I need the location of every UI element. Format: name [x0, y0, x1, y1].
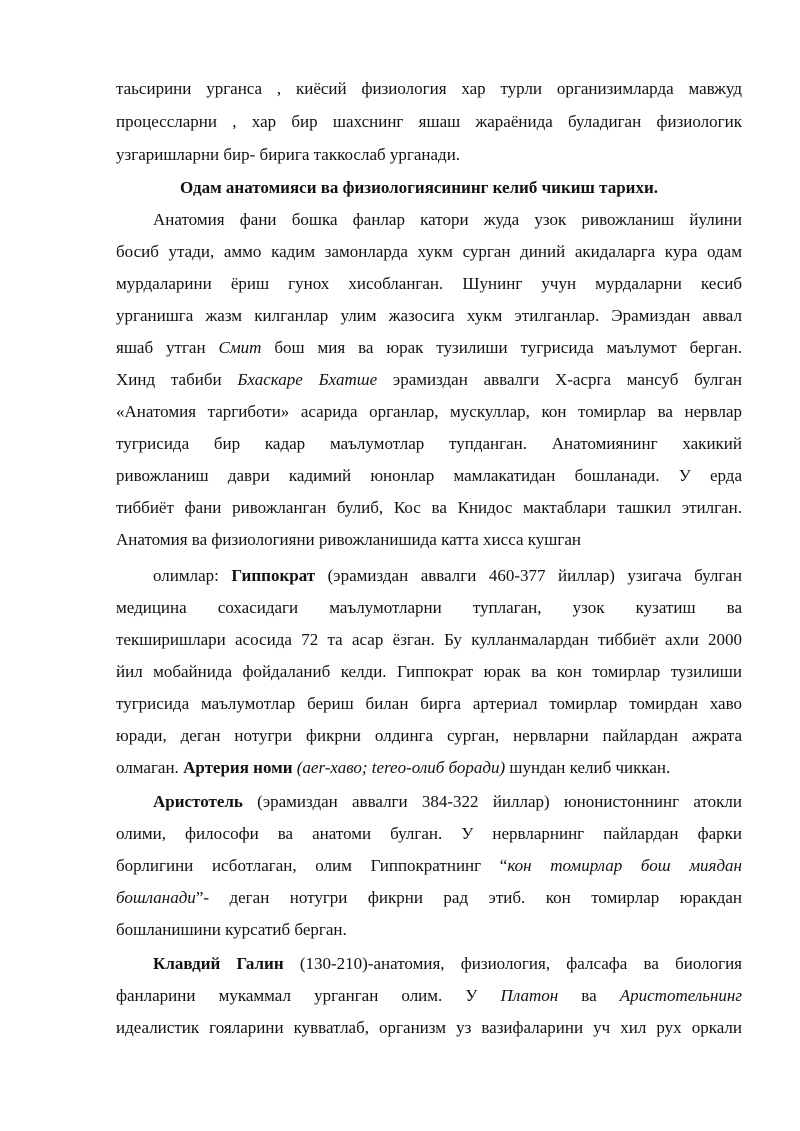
text-line: узгаришларни бир- бирига таккослаб урганади.: [116, 145, 461, 164]
quote: бошланади: [116, 888, 196, 907]
text-line: босиб утади, аммо кадим замонларда хукм сурган диний акидаларга кура одам: [116, 242, 742, 261]
text-line: ривожланиш даври кадимий юнонлар мамлакатидан бошланади. У ерда: [116, 466, 742, 485]
text-line: тиббиёт фани ривожланган булиб, Кос ва Книдос мактаблари ташкил этилган.: [116, 498, 742, 517]
text-line: олими, философи ва анатоми булган. У нервларнинг пайлардан фарки: [116, 824, 742, 843]
person-name: Смит: [218, 338, 262, 357]
text-line: урганишга жазм килганлар улим жазосига хукм этилганлар. Эрамиздан аввал: [116, 306, 742, 325]
text-line: йил мобайнида фойдаланиб келди. Гиппократ юрак ва кон томирлар тузилиши: [116, 662, 742, 681]
person-name: Аристотельнинг: [619, 986, 742, 1005]
text-line: Анатомия ва физиологияни ривожланишида катта хисса кушган: [116, 530, 581, 549]
quote: кон томирлар бош миядан: [507, 856, 742, 875]
person-name: Платон: [500, 986, 559, 1005]
text-line: Хинд табиби Бхаскаре Бхатше эрамиздан аввалги Х-асрга мансуб булган: [116, 370, 742, 389]
text-line: тугрисида маълумотлар бериш билан бирга артериал томирлар томирдан хаво: [116, 694, 742, 713]
text-line: олимлар: Гиппократ (эрамиздан аввалги 460-377 йиллар) узигача булган: [153, 566, 743, 585]
text-line: юради, деган нотугри фикрни олдинга сурган, нервларни пайлардан ажрата: [116, 726, 742, 745]
text-line: олмаган. Артерия номи (aer-хаво; tereо-олиб боради) шундан келиб чиккан.: [116, 758, 671, 777]
text-line: бошланади”- деган нотугри фикрни рад этиб. кон томирлар юракдан: [116, 888, 742, 907]
text-line: Анатомия фани бошка фанлар катори жуда узок ривожланиш йулини: [153, 210, 742, 229]
person-name: Аристотель: [153, 792, 243, 811]
text-line: «Анатомия таргиботи» асарида органлар, мускуллар, кон томирлар ва нервлар: [116, 402, 742, 421]
text-line: процессларни , хар бир шахснинг яшаш жараёнида буладиган физиологик: [116, 112, 742, 131]
text-line: мурдаларини ёриш гунох хисобланган. Шунинг учун мурдаларни кесиб: [116, 274, 742, 293]
text-line: текширишлари асосида 72 та асар ёзган. Бу кулланмалардан тиббиёт ахли 2000: [116, 630, 742, 649]
text-line: тугрисида бир кадар маълумотлар тупданган. Анатомиянинг хакикий: [116, 434, 742, 453]
text-line: фанларини мукаммал урганган олим. У Платон ва Аристотельнинг: [116, 986, 742, 1005]
text-line: бошланишини курсатиб берган.: [116, 920, 347, 939]
person-name: Гиппократ: [231, 566, 316, 585]
section-heading: Одам анатомияси ва физиологиясининг келиб чикиш тарихи.: [180, 178, 659, 197]
text-line: идеалистик гояларини кувватлаб, организм уз вазифаларини уч хил рух оркали: [116, 1018, 742, 1037]
text-line: медицина сохасидаги маълумотларни туплаган, узок кузатиш ва: [116, 598, 742, 617]
text-line: Клавдий Галин (130-210)-анатомия, физиология, фалсафа ва биология: [153, 954, 742, 973]
term: Артерия номи: [183, 758, 293, 777]
text-line: таьсирини урганса , киёсий физиология хар турли организимларда мавжуд: [116, 79, 742, 98]
text-line: яшаб утган Смит бош мия ва юрак тузилиши тугрисида маълумот берган.: [116, 338, 742, 357]
text-line: борлигини исботлаган, олим Гиппократнинг “кон томирлар бош миядан: [116, 856, 742, 875]
text-line: Аристотель (эрамиздан аввалги 384-322 йиллар) юнонистоннинг атокли: [153, 792, 742, 811]
person-name: Клавдий Галин: [153, 954, 284, 973]
person-name: Бхаскаре Бхатше: [237, 370, 378, 389]
